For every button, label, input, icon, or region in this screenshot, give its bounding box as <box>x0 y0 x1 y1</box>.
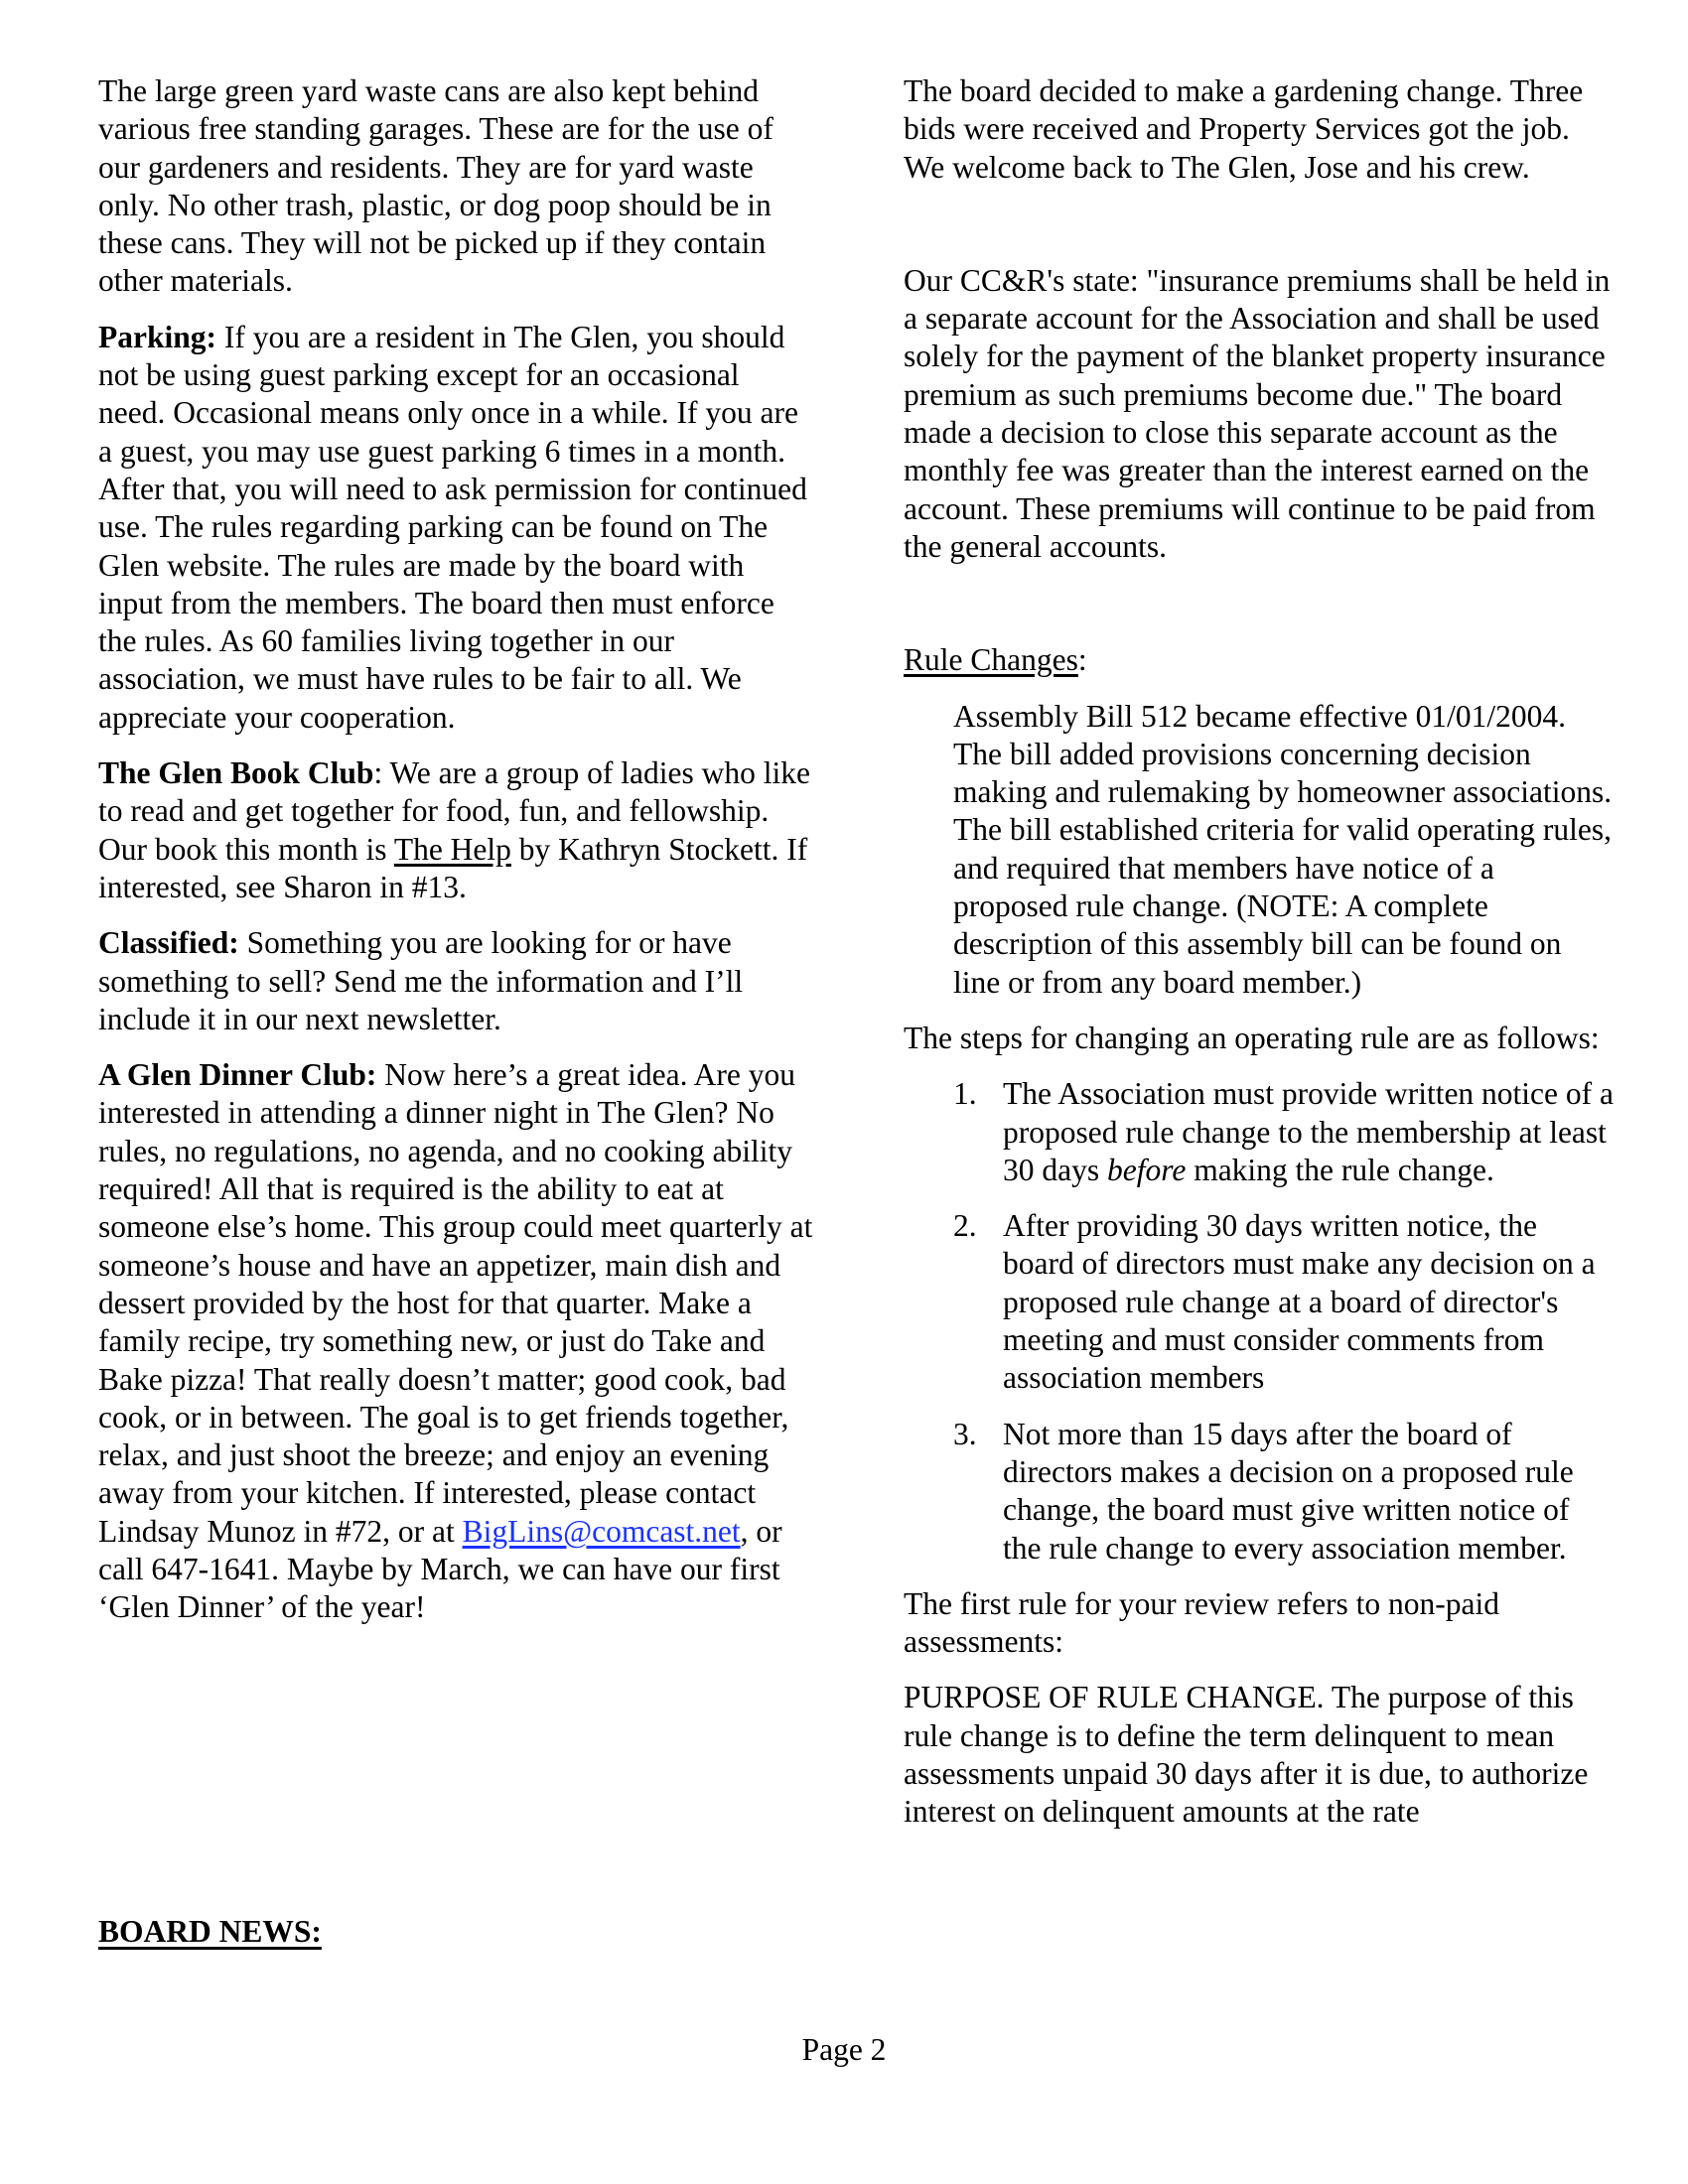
book-club-heading: The Glen Book Club <box>98 755 374 791</box>
steps-intro-paragraph <box>904 1020 1614 1057</box>
parking-heading: Parking: <box>98 319 217 354</box>
step-text-before: After providing 30 days written notice, the board of directors must make any decision on a proposed rule change at a board of director's meeting and must consider comments from association members <box>1003 1208 1596 1396</box>
gardening-text: The board decided to make a gardening change. Three bids were received and Property Services got the job. We welcome back to The Glen, Jose and his crew. <box>904 73 1584 185</box>
yard-waste-paragraph <box>98 72 813 301</box>
rule-changes-heading: Rule Changes <box>904 642 1078 678</box>
book-club-paragraph <box>98 754 813 906</box>
purpose-paragraph <box>904 1679 1614 1831</box>
step-number: 2. <box>953 1208 977 1244</box>
step-text-before: The Association must provide written notice of a proposed rule change to the membership at least 30 days <box>1003 1076 1614 1187</box>
book-club-text-before: : We are a group of ladies who like to read and get together for food, fun, and fellowship. Our book this month is <box>98 755 810 867</box>
step-emphasis: before <box>1107 1152 1187 1187</box>
dinner-club-paragraph <box>98 1056 813 1626</box>
step-item <box>904 1207 1614 1397</box>
book-club-text-after: by Kathryn Stockett. If interested, see Sharon in #13. <box>98 831 808 904</box>
board-news-heading: BOARD NEWS: <box>98 1914 322 1949</box>
insurance-text: Our CC&R's state: "insurance premiums shall be held in a separate account for the Association and shall be used solely for the payment of the blanket property insurance premium as such premiums become due." The board made a decision to close this separate account as the monthly fee was greater than the interest earned on the account. These premiums will continue to be paid from the general accounts. <box>904 262 1611 564</box>
parking-text: If you are a resident in The Glen, you should not be using guest parking except for an occasional need. Occasional means only once in a while. If you are a guest, you may use guest parking 6 times in a month. After that, you will need to ask permission for continued use. The rules regarding parking can be found on The Glen website. The rules are made by the board with input from the members. The board then must enforce the rules. As 60 families living together in our association, we must have rules to be fair to all. We appreciate your cooperation. <box>98 319 807 735</box>
yard-waste-text: The large green yard waste cans are also kept behind various free standing garages. These are for the use of our gardeners and residents. They are for yard waste only. No other trash, plastic, or dog poop should be in these cans. They will not be picked up if they contain other materials. <box>98 73 774 299</box>
first-rule-intro-paragraph <box>904 1585 1614 1662</box>
assembly-bill-text: Assembly Bill 512 became effective 01/01/2004. The bill added provisions concerning decision making and rulemaking by homeowner associations. The bill established criteria for valid operating rules, and required that members have notice of a proposed rule change. (NOTE: A complete description of this assembly bill can be found on line or from any board member.) <box>953 698 1613 1000</box>
classified-heading: Classified: <box>98 925 239 961</box>
dinner-club-text-before: Now here’s a great idea. Are you interested in attending a dinner night in The Glen? No rules, no regulations, no agenda, and no cooking ability required! All that is required is the ability to eat at someone else’s home. This group could meet quarterly at someone’s house and have an appetizer, main dish and dessert provided by the host for that quarter. Make a family recipe, try something new, or just do Take and Bake pizza! That really doesn’t matter; good cook, bad cook, or in between. The goal is to get friends together, relax, and just shoot the breeze; and enjoy an evening away from your kitchen. If interested, please contact Lindsay Munoz in #72, or at <box>98 1057 813 1549</box>
right-column <box>904 72 1614 1849</box>
step-number: 3. <box>953 1416 977 1451</box>
page-number: Page 2 <box>801 2032 887 2067</box>
step-item <box>904 1075 1614 1189</box>
rule-changes-heading-suffix: : <box>1077 642 1087 678</box>
left-column <box>98 72 813 1645</box>
assembly-bill-paragraph <box>904 698 1614 1002</box>
dinner-club-text-after: , or call 647-1641. Maybe by March, we can have our first ‘Glen Dinner’ of the year! <box>98 1513 782 1625</box>
rule-changes-heading-line <box>904 641 1614 679</box>
first-rule-intro-text: The first rule for your review refers to non-paid assessments: <box>904 1585 1500 1660</box>
steps-list <box>904 1075 1614 1568</box>
step-text-after: making the rule change. <box>1186 1152 1494 1187</box>
classified-text: Something you are looking for or have something to sell? Send me the information and I’ll include it in our next newsletter. <box>98 925 744 1036</box>
purpose-text: PURPOSE OF RULE CHANGE. The purpose of this rule change is to define the term delinquent to mean assessments unpaid 30 days after it is due, to authorize interest on delinquent amounts at the rate <box>904 1680 1589 1830</box>
step-text-before: Not more than 15 days after the board of directors makes a decision on a proposed rule change, the board must give written notice of the rule change to every association member. <box>1003 1416 1574 1566</box>
book-title: The Help <box>393 831 511 867</box>
email-link[interactable]: BigLins@comcast.net <box>462 1513 741 1549</box>
step-item <box>904 1416 1614 1568</box>
insurance-paragraph <box>904 262 1614 566</box>
steps-intro-text: The steps for changing an operating rule are as follows: <box>904 1020 1600 1055</box>
parking-paragraph <box>98 319 813 737</box>
classified-paragraph <box>98 924 813 1038</box>
step-number: 1. <box>953 1076 977 1112</box>
gardening-paragraph <box>904 72 1614 187</box>
dinner-club-heading: A Glen Dinner Club: <box>98 1057 377 1093</box>
